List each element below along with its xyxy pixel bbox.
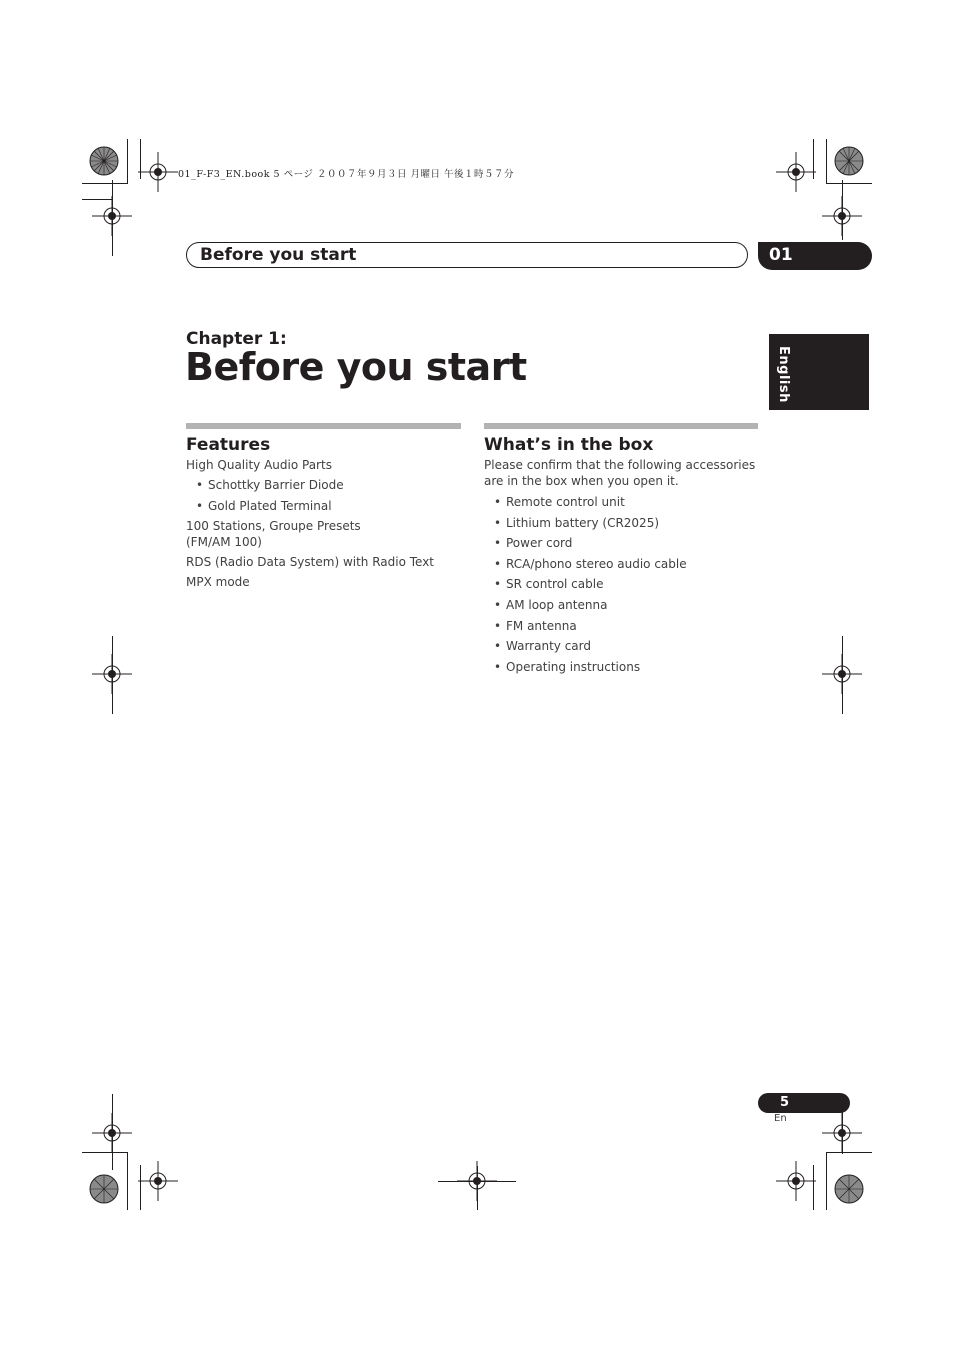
language-tab (769, 334, 869, 410)
features-paragraph: MPX mode (186, 575, 250, 590)
crop-mark (826, 183, 872, 184)
bullet: • (196, 498, 204, 513)
crop-mark (826, 139, 827, 184)
crop-mark (82, 183, 128, 184)
crop-mark (477, 1166, 478, 1210)
crop-mark (127, 139, 128, 184)
features-paragraph: 100 Stations, Groupe Presets (FM/AM 100) (186, 519, 361, 550)
running-header-title: Before you start (200, 245, 357, 265)
registration-star-icon (834, 1174, 864, 1204)
list-item (484, 638, 758, 654)
features-section (186, 423, 461, 594)
bullet: • (196, 478, 204, 492)
bullet: • (494, 597, 502, 612)
crop-mark (826, 1152, 827, 1210)
features-body (186, 457, 461, 590)
list-item-text: FM antenna (506, 618, 577, 633)
features-bullet-list (186, 477, 461, 514)
features-intro: High Quality Audio Parts (186, 458, 332, 472)
list-item-text: SR control cable (506, 577, 604, 592)
registration-target-icon (776, 1161, 816, 1201)
list-item (484, 515, 758, 531)
registration-target-icon (92, 1113, 132, 1153)
page-language-code: En (774, 1113, 787, 1124)
box-contents-section (484, 423, 758, 679)
crop-mark (127, 1152, 128, 1210)
bullet: • (494, 618, 502, 633)
print-slug-line: 01_F-F3_EN.book 5 ページ ２００７年９月３日 月曜日 午後１時５７分 (178, 169, 514, 180)
list-item (186, 477, 461, 493)
crop-mark (842, 636, 843, 714)
registration-target-icon (138, 152, 178, 192)
list-item (484, 556, 758, 572)
section-rule (484, 423, 758, 429)
bullet: • (494, 495, 502, 509)
running-header (186, 242, 748, 268)
section-rule (186, 423, 461, 429)
list-item-text: Remote control unit (506, 495, 625, 509)
registration-star-icon (834, 146, 864, 176)
registration-target-icon (776, 152, 816, 192)
crop-mark (112, 636, 113, 714)
list-item-text: Schottky Barrier Diode (208, 478, 344, 492)
list-item (484, 597, 758, 613)
list-item-text: Gold Plated Terminal (208, 498, 332, 513)
bullet: • (494, 556, 502, 571)
box-contents-body (484, 457, 758, 675)
list-item (484, 535, 758, 551)
bullet: • (494, 639, 502, 654)
chapter-number-tab (758, 242, 872, 270)
list-item (484, 618, 758, 634)
crop-mark (842, 180, 843, 240)
list-item-text: RCA/phono stereo audio cable (506, 556, 687, 571)
list-item-text: AM loop antenna (506, 597, 608, 612)
language-label: English (776, 346, 791, 403)
bullet: • (494, 515, 502, 530)
list-item-text: Warranty card (506, 639, 591, 654)
list-item (484, 576, 758, 592)
list-item-text: Power cord (506, 536, 573, 551)
registration-target-icon (138, 1161, 178, 1201)
crop-mark (112, 180, 113, 256)
bullet: • (494, 659, 502, 674)
list-item-text: Operating instructions (506, 659, 641, 674)
chapter-title: Before you start (185, 345, 527, 389)
bullet: • (494, 536, 502, 551)
list-item (186, 498, 461, 514)
registration-target-icon (822, 1113, 862, 1153)
box-contents-list (484, 494, 758, 675)
box-contents-heading: What’s in the box (484, 435, 654, 455)
registration-star-icon (89, 146, 119, 176)
features-paragraph: RDS (Radio Data System) with Radio Text (186, 555, 435, 570)
bullet: • (494, 577, 502, 592)
crop-mark (82, 1152, 128, 1153)
list-item-text: Lithium battery (CR2025) (506, 515, 660, 530)
page-number: 5 (780, 1095, 790, 1110)
features-heading: Features (186, 435, 271, 455)
page-number-tab (758, 1093, 850, 1113)
chapter-label: Chapter 1: (186, 329, 287, 349)
list-item (484, 659, 758, 675)
registration-star-icon (89, 1174, 119, 1204)
list-item (484, 494, 758, 510)
chapter-number: 01 (769, 245, 793, 265)
crop-mark (826, 1152, 872, 1153)
box-contents-intro: Please confirm that the following accessories are in the box when you open it. (484, 458, 756, 488)
